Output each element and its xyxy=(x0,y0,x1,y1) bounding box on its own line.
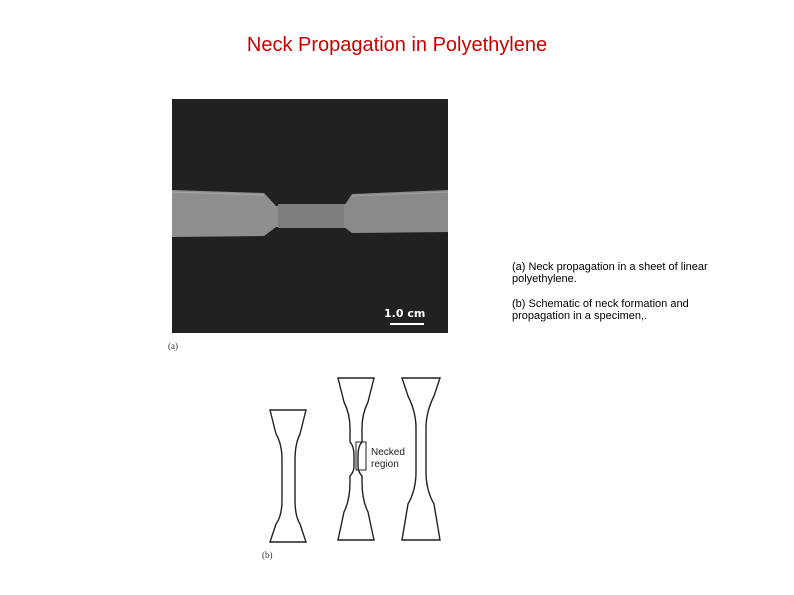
figure-a-label: (a) xyxy=(168,341,178,351)
specimen-1-outline xyxy=(270,410,306,542)
necked-region-label: Necked region xyxy=(371,447,405,470)
figure-b-label: (b) xyxy=(262,550,273,560)
caption-b: (b) Schematic of neck formation and propagation in a specimen,. xyxy=(512,298,689,322)
figure-captions xyxy=(512,261,717,335)
neck-schematic xyxy=(262,372,452,552)
caption-a: (a) Neck propagation in a sheet of linear polyethylene. xyxy=(512,261,708,285)
scale-bar-label: 1.0 cm xyxy=(384,307,426,320)
scale-bar xyxy=(390,323,424,325)
neck-propagation-photo xyxy=(172,99,448,333)
specimen-3-outline xyxy=(402,378,440,540)
slide-title: Neck Propagation in Polyethylene xyxy=(246,34,548,56)
